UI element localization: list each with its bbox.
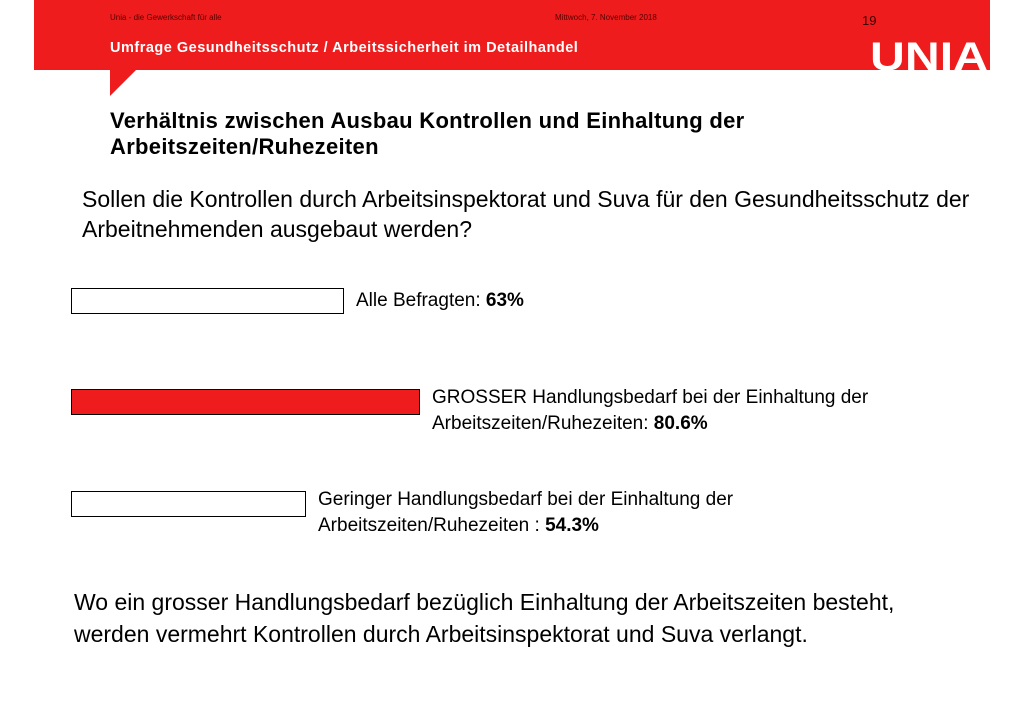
header-band	[34, 0, 990, 70]
header-tail	[110, 70, 136, 96]
bar-3	[71, 491, 306, 517]
bar-2	[71, 389, 420, 415]
org-line: Unia - die Gewerkschaft für alle	[110, 13, 222, 22]
bar-label-text: Geringer Handlungsbedarf bei der Einhaltung der Arbeitszeiten/Ruhezeiten :	[318, 489, 734, 536]
page-number: 19	[862, 13, 877, 28]
slide-title: Verhältnis zwischen Ausbau Kontrollen und Einhaltung der Arbeitszeiten/Ruhezeiten	[110, 108, 745, 159]
survey-question: Sollen die Kontrollen durch Arbeitsinspektorat und Suva für den Gesundheitsschutz der Arbeitnehmenden ausgebaut werden?	[82, 186, 970, 242]
bar-value-label: 63%	[485, 290, 524, 311]
bar-label-text: Alle Befragten:	[356, 290, 486, 311]
date-line: Mittwoch, 7. November 2018	[555, 13, 657, 22]
bar-label-2	[432, 385, 952, 437]
survey-title: Umfrage Gesundheitsschutz / Arbeitssicherheit im Detailhandel	[110, 40, 579, 56]
unia-logo	[870, 32, 988, 76]
bar-label-text: GROSSER Handlungsbedarf bei der Einhaltung der Arbeitszeiten/Ruhezeiten:	[432, 387, 869, 434]
bar-label-1	[356, 288, 656, 314]
unia-logo-text: UNIA	[870, 35, 988, 76]
bar-label-3	[318, 487, 878, 539]
bar-1	[71, 288, 344, 314]
conclusion-text: Wo ein grosser Handlungsbedarf bezüglich Einhaltung der Arbeitszeiten besteht, werden vermehrt Kontrollen durch Arbeitsinspektorat und Suva verlangt.	[74, 589, 895, 647]
bar-value-label: 54.3%	[545, 515, 599, 536]
bar-value-label: 80.6%	[653, 413, 708, 434]
